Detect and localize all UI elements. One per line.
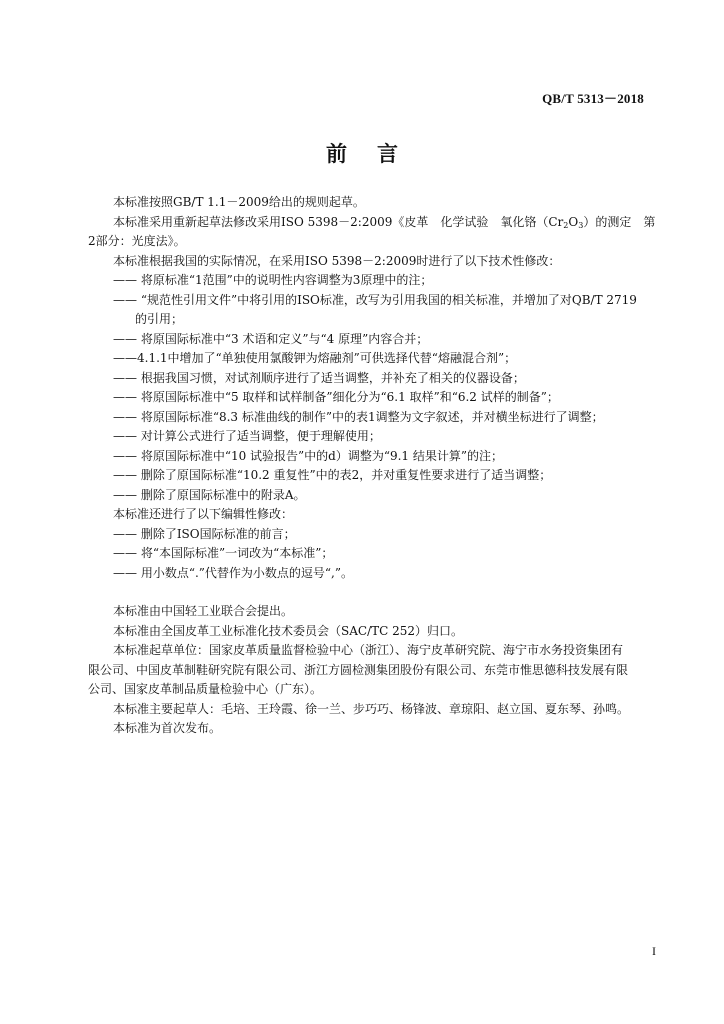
adoption-text-b: ）的测定 第	[583, 214, 656, 229]
list-item: —— 将原国际标准“8.3 标准曲线的制作”中的表1调整为文字叙述，并对横坐标进行了调整；	[113, 409, 604, 424]
list-item: —— 将原国际标准中“10 试验报告”中的d）调整为“9.1 结果计算”的注；	[113, 448, 504, 463]
subscript-3: 3	[578, 220, 584, 230]
standard-code: QB/T 5313－2018	[542, 91, 644, 106]
list-item: —— 将“本国际标准”一词改为“本标准”；	[113, 546, 334, 560]
list-item-continuation: 的引用；	[135, 312, 184, 326]
paragraph-adoption	[88, 213, 656, 233]
list-item: —— 删除了原国际标准中的附录A。	[113, 487, 306, 502]
paragraph-drafters: 本标准主要起草人：毛培、王玲霞、徐一兰、步巧巧、杨锋波、章琼阳、赵立国、夏东琴、孙鸣。	[113, 701, 630, 716]
page-number: I	[652, 944, 656, 958]
paragraph-first-issue: 本标准为首次发布。	[113, 721, 222, 735]
paragraph-drafting-units-cont: 公司、国家皮革制品质量检验中心（广东）。	[88, 682, 323, 696]
paragraph-centralized: 本标准由全国皮革工业标准化技术委员会（SAC/TC 252）归口。	[113, 623, 464, 638]
list-item: —— 将原国际标准中“3 术语和定义”与“4 原理”内容合并；	[113, 331, 429, 346]
technical-changes-list	[88, 271, 656, 505]
list-item: —— 将原标准“1范围”中的说明性内容调整为3原理中的注；	[113, 273, 433, 287]
paragraph-drafting-units: 本标准起草单位：国家皮革质量监督检验中心（浙江）、海宁皮革研究院、海宁市水务投资集团有	[113, 643, 624, 657]
list-item: —— 删除了ISO国际标准的前言；	[113, 526, 296, 541]
list-item: —— 用小数点“.”代替作为小数点的逗号“,”。	[113, 565, 353, 580]
list-item: —— 删除了原国际标准“10.2 重复性”中的表2，并对重复性要求进行了适当调整；	[113, 468, 552, 482]
list-item: —— 将原国际标准中“5 取样和试样制备”细化分为“6.1 取样”和“6.2 试样的制备”；	[113, 390, 559, 404]
subscript-2: 2	[563, 220, 569, 230]
paragraph-drafting-units-cont: 限公司、中国皮革制鞋研究院有限公司、浙江方圆检测集团股份有限公司、东莞市惟思德科技发展有限	[88, 662, 629, 677]
paragraph-adoption-cont: 2部分：光度法》。	[88, 234, 186, 248]
spacer	[88, 583, 656, 602]
foreword-body	[88, 193, 656, 739]
list-item: —— 根据我国习惯，对试剂顺序进行了适当调整，并补充了相关的仪器设备；	[113, 370, 525, 385]
oxygen-symbol: O	[568, 214, 579, 229]
editorial-changes-list	[88, 525, 656, 584]
list-item: —— “规范性引用文件”中将引用的ISO标准，改写为引用我国的相关标准，并增加了对QB/T 2719	[113, 292, 637, 307]
paragraph-editorial-intro: 本标准还进行了以下编辑性修改：	[113, 507, 294, 521]
list-item: ——4.1.1中增加了“单独使用氯酸钾为熔融剂”可供选择代替“熔融混合剂”；	[113, 351, 517, 365]
paragraph-proposer: 本标准由中国轻工业联合会提出。	[113, 604, 294, 618]
page-title: 前言	[326, 142, 428, 166]
adoption-text-a: 本标准采用重新起草法修改采用ISO 5398－2:2009《皮革 化学试验 氧化铬（Cr	[113, 214, 564, 229]
paragraph-technical-intro: 本标准根据我国的实际情况，在采用ISO 5398－2:2009时进行了以下技术性修改：	[113, 253, 561, 268]
paragraph-drafting-rules: 本标准按照GB/T 1.1－2009给出的规则起草。	[113, 195, 365, 209]
list-item: —— 对计算公式进行了适当调整，便于理解使用；	[113, 429, 381, 443]
